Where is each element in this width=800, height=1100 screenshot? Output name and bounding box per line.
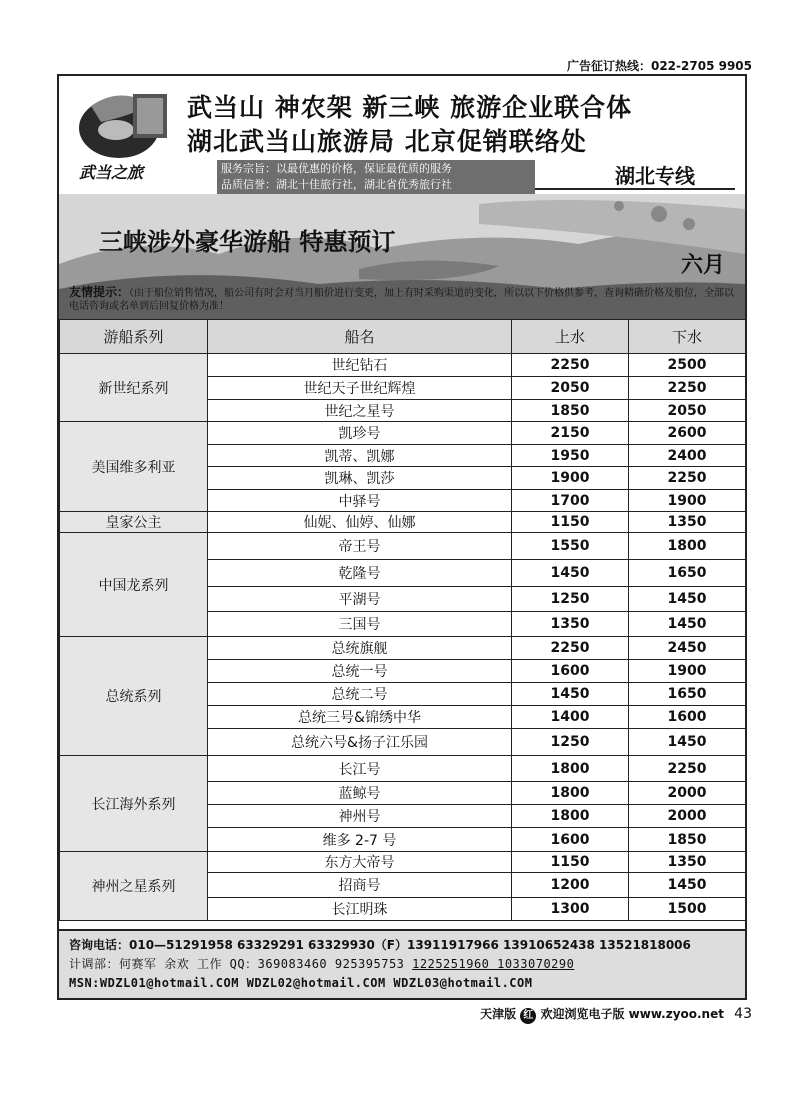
upstream-price-cell: 1950 xyxy=(512,445,629,467)
ship-cell: 帝王号 xyxy=(208,533,512,560)
downstream-price-cell: 2250 xyxy=(629,756,746,782)
col-upstream: 上水 xyxy=(512,320,629,354)
series-cell: 长江海外系列 xyxy=(60,756,208,852)
series-cell: 神州之星系列 xyxy=(60,852,208,921)
upstream-price-cell: 1150 xyxy=(512,852,629,873)
downstream-price-cell: 2250 xyxy=(629,377,746,400)
ship-cell: 中驿号 xyxy=(208,490,512,512)
ship-cell: 世纪之星号 xyxy=(208,400,512,422)
qq-numbers: 1225251960 1033070290 xyxy=(412,957,575,971)
special-line-label: 湖北专线 xyxy=(615,164,695,188)
series-cell: 中国龙系列 xyxy=(60,533,208,637)
ship-cell: 东方大帝号 xyxy=(208,852,512,873)
ship-cell: 招商号 xyxy=(208,873,512,898)
ship-cell: 乾隆号 xyxy=(208,560,512,587)
footer-site[interactable]: www.zyoo.net xyxy=(628,1007,724,1021)
downstream-price-cell: 1450 xyxy=(629,587,746,612)
logo-text: 武当之旅 xyxy=(79,163,144,182)
downstream-price-cell: 2400 xyxy=(629,445,746,467)
upstream-price-cell: 1800 xyxy=(512,805,629,828)
footer xyxy=(480,1005,752,1024)
downstream-price-cell: 1650 xyxy=(629,560,746,587)
table-row xyxy=(60,512,746,533)
downstream-price-cell: 1850 xyxy=(629,828,746,852)
upstream-price-cell: 1550 xyxy=(512,533,629,560)
ship-cell: 总统六号&扬子江乐园 xyxy=(208,729,512,756)
downstream-price-cell: 1650 xyxy=(629,683,746,706)
ship-cell: 神州号 xyxy=(208,805,512,828)
downstream-price-cell: 2000 xyxy=(629,782,746,805)
col-ship: 船名 xyxy=(208,320,512,354)
contact-phone: 咨询电话：010—51291958 63329291 63329930（F）13911917966 13910652438 13521818006 xyxy=(69,938,691,952)
downstream-price-cell: 2450 xyxy=(629,637,746,660)
downstream-price-cell: 1450 xyxy=(629,873,746,898)
upstream-price-cell: 1600 xyxy=(512,660,629,683)
ship-cell: 总统一号 xyxy=(208,660,512,683)
ship-cell: 凯珍号 xyxy=(208,422,512,445)
table-row xyxy=(60,852,746,873)
table-row xyxy=(60,637,746,660)
ship-cell: 凯蒂、凯娜 xyxy=(208,445,512,467)
ship-cell: 维多 2-7 号 xyxy=(208,828,512,852)
dispatch-text: 计调部：何赛军 余欢 工作 QQ：369083460 925395753 xyxy=(69,957,405,971)
upstream-price-cell: 1600 xyxy=(512,828,629,852)
banner xyxy=(59,194,745,319)
table-row xyxy=(60,354,746,377)
upstream-price-cell: 1350 xyxy=(512,612,629,637)
upstream-price-cell: 1250 xyxy=(512,587,629,612)
downstream-price-cell: 1600 xyxy=(629,706,746,729)
header-title-2: 湖北武当山旅游局 北京促销联络处 xyxy=(187,127,587,156)
upstream-price-cell: 1450 xyxy=(512,683,629,706)
ship-cell: 三国号 xyxy=(208,612,512,637)
tip-label: 友情提示： xyxy=(69,285,130,299)
contact-box xyxy=(59,929,745,998)
contact-dispatch xyxy=(69,955,735,974)
downstream-price-cell: 1350 xyxy=(629,852,746,873)
downstream-price-cell: 1500 xyxy=(629,898,746,921)
table-row xyxy=(60,422,746,445)
downstream-price-cell: 1450 xyxy=(629,612,746,637)
upstream-price-cell: 2250 xyxy=(512,637,629,660)
upstream-price-cell: 1700 xyxy=(512,490,629,512)
downstream-price-cell: 2250 xyxy=(629,467,746,490)
col-downstream: 下水 xyxy=(629,320,746,354)
upstream-price-cell: 2050 xyxy=(512,377,629,400)
ship-cell: 总统二号 xyxy=(208,683,512,706)
downstream-price-cell: 2050 xyxy=(629,400,746,422)
upstream-price-cell: 1900 xyxy=(512,467,629,490)
series-cell: 美国维多利亚 xyxy=(60,422,208,512)
upstream-price-cell: 1400 xyxy=(512,706,629,729)
page-number: 43 xyxy=(734,1006,752,1022)
ship-cell: 总统三号&锦绣中华 xyxy=(208,706,512,729)
upstream-price-cell: 2150 xyxy=(512,422,629,445)
ship-cell: 仙妮、仙婷、仙娜 xyxy=(208,512,512,533)
downstream-price-cell: 1900 xyxy=(629,660,746,683)
upstream-price-cell: 1200 xyxy=(512,873,629,898)
downstream-price-cell: 1450 xyxy=(629,729,746,756)
upstream-price-cell: 1250 xyxy=(512,729,629,756)
downstream-price-cell: 1800 xyxy=(629,533,746,560)
header-title-1: 武当山 神农架 新三峡 旅游企业联合体 xyxy=(187,93,633,122)
upstream-price-cell: 1800 xyxy=(512,756,629,782)
ship-cell: 平湖号 xyxy=(208,587,512,612)
price-table xyxy=(59,319,746,921)
downstream-price-cell: 1350 xyxy=(629,512,746,533)
table-header-row xyxy=(60,320,746,354)
series-cell: 皇家公主 xyxy=(60,512,208,533)
upstream-price-cell: 2250 xyxy=(512,354,629,377)
ship-cell: 长江号 xyxy=(208,756,512,782)
footer-slogan: 欢迎浏览电子版 xyxy=(540,1007,625,1021)
col-series: 游船系列 xyxy=(60,320,208,354)
ship-cell: 总统旗舰 xyxy=(208,637,512,660)
friendly-tip xyxy=(69,286,739,313)
ship-cell: 凯琳、凯莎 xyxy=(208,467,512,490)
quality-motto: 品质信誉：湖北十佳旅行社，湖北省优秀旅行社 xyxy=(221,178,452,191)
ship-cell: 长江明珠 xyxy=(208,898,512,921)
ad-hotline: 广告征订热线：022-2705 9905 xyxy=(566,59,752,73)
upstream-price-cell: 1850 xyxy=(512,400,629,422)
ship-cell: 世纪天子世纪辉煌 xyxy=(208,377,512,400)
edition-label: 天津版 xyxy=(480,1007,517,1021)
service-motto: 服务宗旨：以最优惠的价格，保证最优质的服务 xyxy=(221,162,452,175)
downstream-price-cell: 2600 xyxy=(629,422,746,445)
upstream-price-cell: 1800 xyxy=(512,782,629,805)
ship-cell: 蓝鲸号 xyxy=(208,782,512,805)
month-label: 六月 xyxy=(680,253,725,278)
upstream-price-cell: 1450 xyxy=(512,560,629,587)
table-row xyxy=(60,756,746,782)
upstream-price-cell: 1300 xyxy=(512,898,629,921)
red-badge-icon: 红 xyxy=(520,1008,536,1024)
page-frame xyxy=(57,74,747,1000)
downstream-price-cell: 2000 xyxy=(629,805,746,828)
upstream-price-cell: 1150 xyxy=(512,512,629,533)
motto-box xyxy=(217,160,535,194)
downstream-price-cell: 1900 xyxy=(629,490,746,512)
price-table-body xyxy=(60,354,746,921)
contact-msn: MSN:WDZL01@hotmail.COM WDZL02@hotmail.COM WDZL03@hotmail.COM xyxy=(69,976,533,990)
table-row xyxy=(60,533,746,560)
series-cell: 新世纪系列 xyxy=(60,354,208,422)
series-cell: 总统系列 xyxy=(60,637,208,756)
banner-title: 三峡涉外豪华游船 特惠预订 xyxy=(99,228,396,256)
ship-cell: 世纪钻石 xyxy=(208,354,512,377)
tip-text: （由于船位销售情况，船公司有时会对当月船价进行变更，加上有时采购渠道的变化，所以以下价格供参考，查询精确价格及船位，全部以电话咨询或名单到后回复价格为准！ xyxy=(69,288,735,312)
divider xyxy=(535,188,735,190)
header xyxy=(59,76,745,194)
downstream-price-cell: 2500 xyxy=(629,354,746,377)
